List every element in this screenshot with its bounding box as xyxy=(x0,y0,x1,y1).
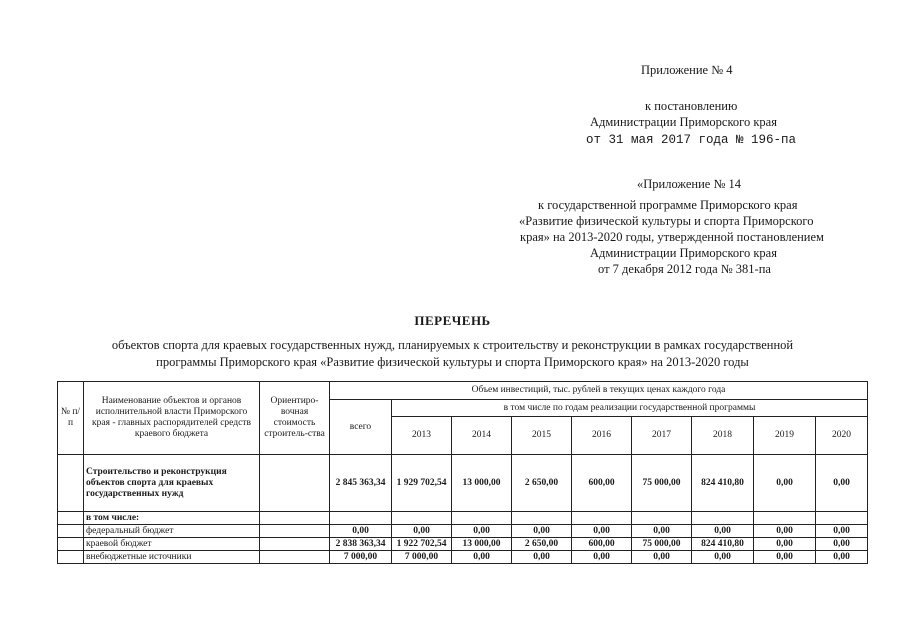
cell-value: 0,00 xyxy=(754,551,816,564)
appendix-number: Приложение № 4 xyxy=(641,63,733,77)
document-subtitle-line-2: программы Приморского края «Развитие физической культуры и спорта Приморского края» на 2013-2020 годы xyxy=(156,355,749,369)
header-investment-volume: Объем инвестиций, тыс. рублей в текущих ценах каждого года xyxy=(330,382,868,400)
table-row xyxy=(58,512,868,525)
cell-value: 2 845 363,34 xyxy=(330,455,392,512)
cell-value: 600,00 xyxy=(572,455,632,512)
cell-value: 0,00 xyxy=(754,525,816,538)
row-name: в том числе: xyxy=(84,512,260,525)
cell-value: 0,00 xyxy=(816,551,868,564)
table-row xyxy=(58,538,868,551)
table-row xyxy=(58,551,868,564)
sub-header-line-4: Администрации Приморского края xyxy=(590,246,777,260)
cell-value: 2 838 363,34 xyxy=(330,538,392,551)
row-name: внебюджетные источники xyxy=(84,551,260,564)
header-including-years: в том числе по годам реализации государственной программы xyxy=(392,400,868,417)
row-name: краевой бюджет xyxy=(84,538,260,551)
cell-value: 0,00 xyxy=(816,455,868,512)
sub-header-line-5: от 7 декабря 2012 года № 381-па xyxy=(598,262,771,276)
table-row xyxy=(58,455,868,512)
investment-table xyxy=(57,381,868,564)
table-row xyxy=(58,525,868,538)
resolution-date: от 31 мая 2017 года № 196-па xyxy=(586,133,797,147)
header-year: 2020 xyxy=(816,417,868,455)
header-year: 2014 xyxy=(452,417,512,455)
cell-value: 2 650,00 xyxy=(512,538,572,551)
cell-value: 0,00 xyxy=(572,551,632,564)
cell-value: 0,00 xyxy=(392,525,452,538)
sub-header-line-3: края» на 2013-2020 годы, утвержденной постановлением xyxy=(520,230,824,244)
cell-value: 13 000,00 xyxy=(452,455,512,512)
cell-value: 0,00 xyxy=(692,525,754,538)
cell-value: 0,00 xyxy=(816,538,868,551)
document-title: ПЕРЕЧЕНЬ xyxy=(414,313,491,328)
cell-value: 0,00 xyxy=(754,538,816,551)
document-subtitle-line-1: объектов спорта для краевых государственных нужд, планируемых к строительству и реконструкции в рамках государственной xyxy=(111,338,794,352)
cell-value: 824 410,80 xyxy=(692,455,754,512)
sub-appendix-number: «Приложение № 14 xyxy=(637,177,742,191)
cell-value: 0,00 xyxy=(512,551,572,564)
row-name: Строительство и реконструкция объектов спорта для краевых государственных нужд xyxy=(84,455,260,512)
cell-value: 13 000,00 xyxy=(452,538,512,551)
cell-value: 0,00 xyxy=(512,525,572,538)
header-year: 2018 xyxy=(692,417,754,455)
cell-value: 1 929 702,54 xyxy=(392,455,452,512)
cell-value: 824 410,80 xyxy=(692,538,754,551)
header-year: 2016 xyxy=(572,417,632,455)
administration-name: Администрации Приморского края xyxy=(590,115,777,129)
cell-value: 0,00 xyxy=(330,525,392,538)
header-year: 2017 xyxy=(632,417,692,455)
header-number: № п/п xyxy=(58,382,84,455)
header-year: 2013 xyxy=(392,417,452,455)
cell-value: 75 000,00 xyxy=(632,538,692,551)
cell-value: 7 000,00 xyxy=(330,551,392,564)
cell-value: 0,00 xyxy=(754,455,816,512)
cell-value: 2 650,00 xyxy=(512,455,572,512)
header-estimated-cost: Ориентиро-вочная стоимость строитель-ства xyxy=(260,382,330,455)
sub-header-line-1: к государственной программе Приморского края xyxy=(538,198,798,212)
cell-value: 600,00 xyxy=(572,538,632,551)
header-year: 2015 xyxy=(512,417,572,455)
sub-header-line-2: «Развитие физической культуры и спорта Приморского xyxy=(519,214,814,228)
header-year: 2019 xyxy=(754,417,816,455)
cell-value: 0,00 xyxy=(452,525,512,538)
cell-value: 0,00 xyxy=(816,525,868,538)
cell-value: 0,00 xyxy=(632,551,692,564)
to-resolution: к постановлению xyxy=(645,99,738,113)
cell-value: 0,00 xyxy=(692,551,754,564)
cell-value: 0,00 xyxy=(452,551,512,564)
row-name: федеральный бюджет xyxy=(84,525,260,538)
cell-value: 75 000,00 xyxy=(632,455,692,512)
cell-value: 0,00 xyxy=(572,525,632,538)
cell-value: 1 922 702,54 xyxy=(392,538,452,551)
cell-value: 0,00 xyxy=(632,525,692,538)
cell-value: 7 000,00 xyxy=(392,551,452,564)
header-object-name: Наименование объектов и органов исполнительной власти Приморского края - главных распорядителей средств краевого бюджета xyxy=(84,382,260,455)
header-total: всего xyxy=(330,400,392,455)
